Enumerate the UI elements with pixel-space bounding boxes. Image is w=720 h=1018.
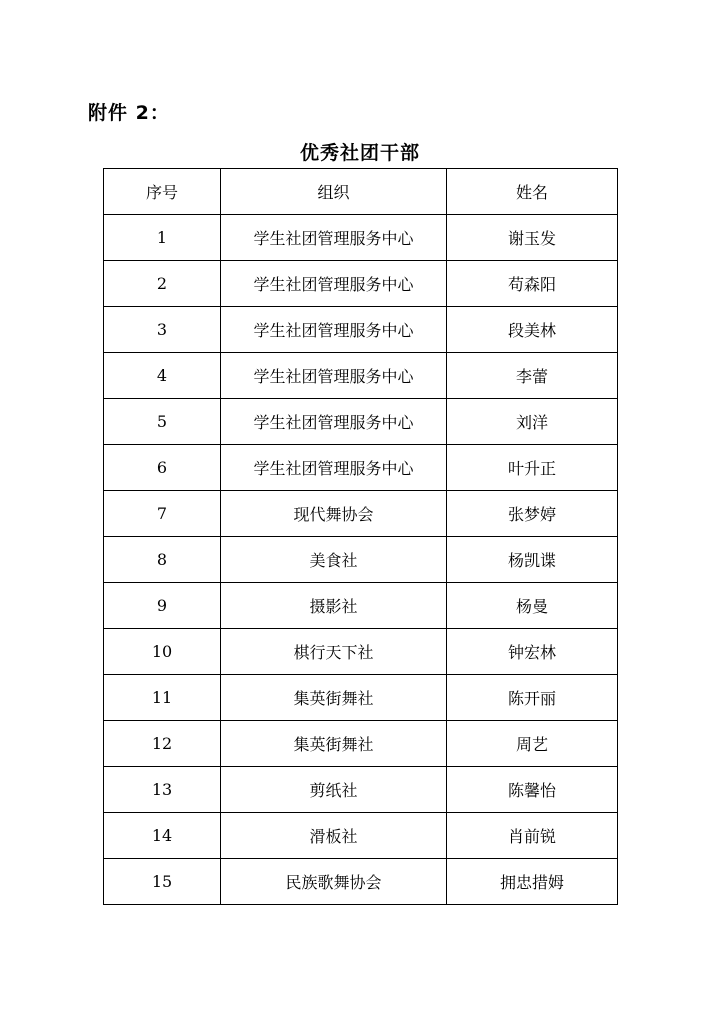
cell-name: 周艺 <box>447 721 618 767</box>
cell-organization: 剪纸社 <box>221 767 447 813</box>
table-row <box>104 307 618 353</box>
cell-name: 苟森阳 <box>447 261 618 307</box>
cell-organization: 学生社团管理服务中心 <box>221 353 447 399</box>
cell-organization: 民族歌舞协会 <box>221 859 447 905</box>
cell-name: 段美林 <box>447 307 618 353</box>
cell-organization: 摄影社 <box>221 583 447 629</box>
cell-organization: 集英街舞社 <box>221 721 447 767</box>
cell-name: 谢玉发 <box>447 215 618 261</box>
cell-name: 拥忠措姆 <box>447 859 618 905</box>
cell-organization: 学生社团管理服务中心 <box>221 307 447 353</box>
cell-index: 10 <box>104 629 221 675</box>
column-header-name: 姓名 <box>447 169 618 215</box>
table-row <box>104 537 618 583</box>
cadre-table <box>103 168 618 905</box>
cell-organization: 学生社团管理服务中心 <box>221 445 447 491</box>
table-row <box>104 445 618 491</box>
attachment-label: 附件 2： <box>88 102 170 124</box>
cell-index: 14 <box>104 813 221 859</box>
cell-index: 3 <box>104 307 221 353</box>
cell-organization: 现代舞协会 <box>221 491 447 537</box>
table-row <box>104 767 618 813</box>
cell-index: 11 <box>104 675 221 721</box>
cell-name: 杨曼 <box>447 583 618 629</box>
table-row <box>104 583 618 629</box>
cell-index: 5 <box>104 399 221 445</box>
table-row <box>104 675 618 721</box>
cell-name: 杨凯谍 <box>447 537 618 583</box>
cell-name: 陈馨怡 <box>447 767 618 813</box>
cell-name: 陈开丽 <box>447 675 618 721</box>
cell-index: 15 <box>104 859 221 905</box>
table-row <box>104 629 618 675</box>
table-row <box>104 813 618 859</box>
cell-index: 1 <box>104 215 221 261</box>
table-row <box>104 859 618 905</box>
page-title: 优秀社团干部 <box>299 142 420 164</box>
table-row <box>104 353 618 399</box>
cell-organization: 学生社团管理服务中心 <box>221 261 447 307</box>
cell-index: 8 <box>104 537 221 583</box>
cell-index: 2 <box>104 261 221 307</box>
cell-index: 12 <box>104 721 221 767</box>
cell-name: 叶升正 <box>447 445 618 491</box>
column-header-index: 序号 <box>104 169 221 215</box>
table-row <box>104 491 618 537</box>
column-header-organization: 组织 <box>221 169 447 215</box>
table-header-row <box>104 169 618 215</box>
cell-organization: 学生社团管理服务中心 <box>221 215 447 261</box>
cell-name: 肖前锐 <box>447 813 618 859</box>
table-row <box>104 215 618 261</box>
cell-name: 李蕾 <box>447 353 618 399</box>
table-row <box>104 261 618 307</box>
cell-index: 6 <box>104 445 221 491</box>
cell-organization: 美食社 <box>221 537 447 583</box>
cell-index: 9 <box>104 583 221 629</box>
cell-index: 4 <box>104 353 221 399</box>
cell-organization: 棋行天下社 <box>221 629 447 675</box>
cell-index: 13 <box>104 767 221 813</box>
table-row <box>104 399 618 445</box>
cell-name: 钟宏林 <box>447 629 618 675</box>
cell-index: 7 <box>104 491 221 537</box>
table-row <box>104 721 618 767</box>
cell-name: 刘洋 <box>447 399 618 445</box>
cell-name: 张梦婷 <box>447 491 618 537</box>
cell-organization: 学生社团管理服务中心 <box>221 399 447 445</box>
cell-organization: 集英街舞社 <box>221 675 447 721</box>
cell-organization: 滑板社 <box>221 813 447 859</box>
